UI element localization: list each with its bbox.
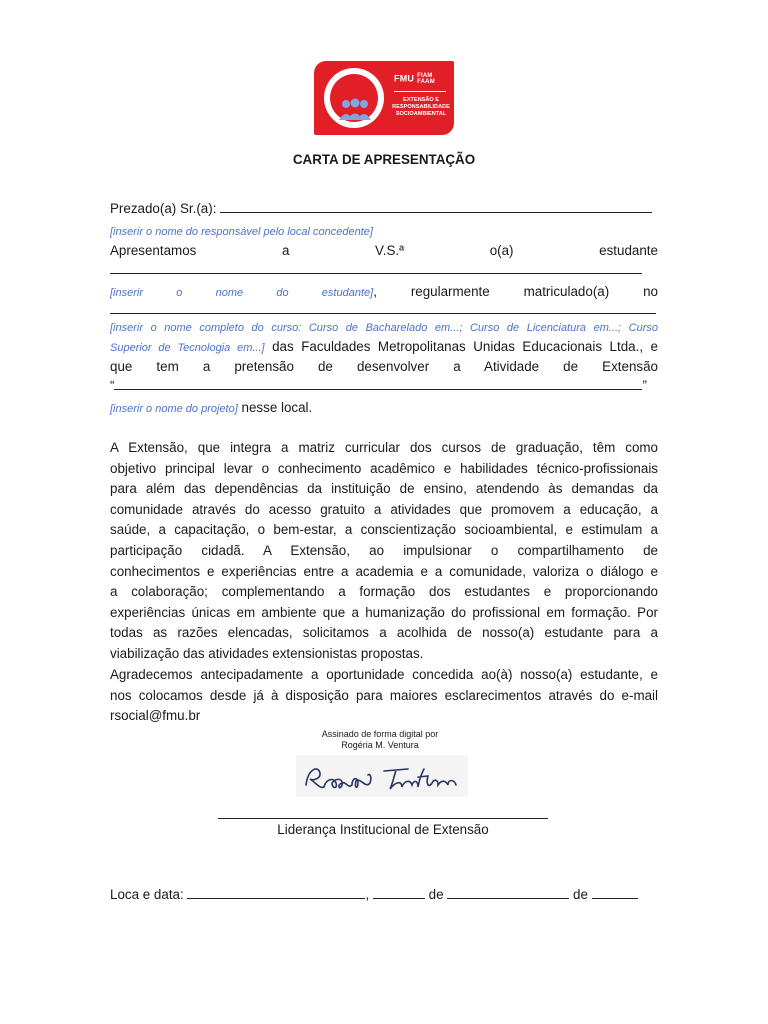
institution-logo <box>314 61 454 135</box>
place-date-line: Loca e data: , de de <box>110 885 658 905</box>
logo-divider <box>394 91 446 92</box>
intention-line: que tem a pretensão de desenvolver a Atividade de Extensão <box>110 359 658 374</box>
thanks-paragraph: Agradecemos antecipadamente a oportunidade concedida ao(à) nosso(a) estudante, e nos colocamos desde já à disposição para maiores esclarecimentos através do e-mail rsocial@fmu.br <box>110 665 658 727</box>
people-icon <box>338 98 372 120</box>
handwritten-signature <box>296 755 468 797</box>
project-hint: [inserir o nome do projeto] <box>110 403 238 415</box>
course-name-blank[interactable] <box>110 300 656 314</box>
project-hint-line <box>110 398 658 419</box>
local-text: nesse local. <box>241 400 313 415</box>
student-name-line <box>110 260 658 280</box>
intro-line: Apresentamos a V.S.ª o(a) estudante <box>110 243 658 258</box>
place-date-label: Loca e data: <box>110 887 184 902</box>
signature-line <box>218 818 548 819</box>
year-blank[interactable] <box>592 885 638 899</box>
institution-text: das Faculdades Metropolitanas Unidas Educacionais Ltda., e <box>272 339 658 354</box>
place-blank[interactable] <box>187 885 365 899</box>
document-title: CARTA DE APRESENTAÇÃO <box>292 152 476 167</box>
project-name-blank[interactable] <box>114 376 642 390</box>
enrolled-text: regularmente matriculado(a) no <box>410 284 658 299</box>
digital-signature-caption: Assinado de forma digital por Rogéria M. Ventura <box>321 729 439 750</box>
logo-unit-name: EXTENSÃO E RESPONSABILIDADE SOCIOAMBIENTAL <box>392 97 450 117</box>
student-hint: [inserir o nome do estudante] <box>110 287 374 299</box>
signatory-role: Liderança Institucional de Extensão <box>277 822 489 837</box>
month-blank[interactable] <box>447 885 569 899</box>
course-name-line <box>110 300 658 320</box>
day-blank[interactable] <box>373 885 425 899</box>
course-hint-2: Superior de Tecnologia em...] <box>110 342 265 354</box>
greeting-line <box>110 199 658 219</box>
recipient-name-blank[interactable] <box>220 199 652 213</box>
contact-email: rsocial@fmu.br <box>110 708 201 724</box>
course-hint-1: [inserir o nome completo do curso: Curso de Bacharelado em...; Curso de Licenciatura em...; Curso <box>110 322 658 334</box>
signature-stroke-icon <box>296 755 468 797</box>
greeting-label: Prezado(a) Sr.(a): <box>110 201 217 216</box>
student-name-blank[interactable] <box>110 260 642 274</box>
institution-line <box>110 337 658 358</box>
project-name-line: “ ” <box>110 378 647 393</box>
student-hint-line: [inserir o nome do estudante], regularmente matriculado(a) no <box>110 284 658 299</box>
logo-emblem-icon <box>324 68 384 128</box>
extension-paragraph: A Extensão, que integra a matriz curricular dos cursos de graduação, têm como objetivo principal levar o conhecimento acadêmico e habilidades técnico-profissionais para além das dependências da instituição de ensino, atendendo às demandas da comunidade através do acesso gratuito a atividades que promovem a educação, a saúde, a capacitação, o bem-estar, a conscientização socioambiental, e estimulam a participação cidadã. A Extensão, ao impulsionar o compartilhamento de conhecimentos e experiências entre a academia e a comunidade, valoriza o diálogo e a colaboração; complementando a formação dos estudantes e proporcionando experiências únicas em ambiente que a humanização do profissional em formação. Por todas as razões elencadas, solicitamos a acolhida de nosso(a) estudante para a viabilização das atividades extensionistas propostas. <box>110 440 658 661</box>
recipient-hint: [inserir o nome do responsável pelo local concedente] <box>110 226 373 238</box>
logo-brand: FMU FIAM FAAM <box>394 73 435 85</box>
